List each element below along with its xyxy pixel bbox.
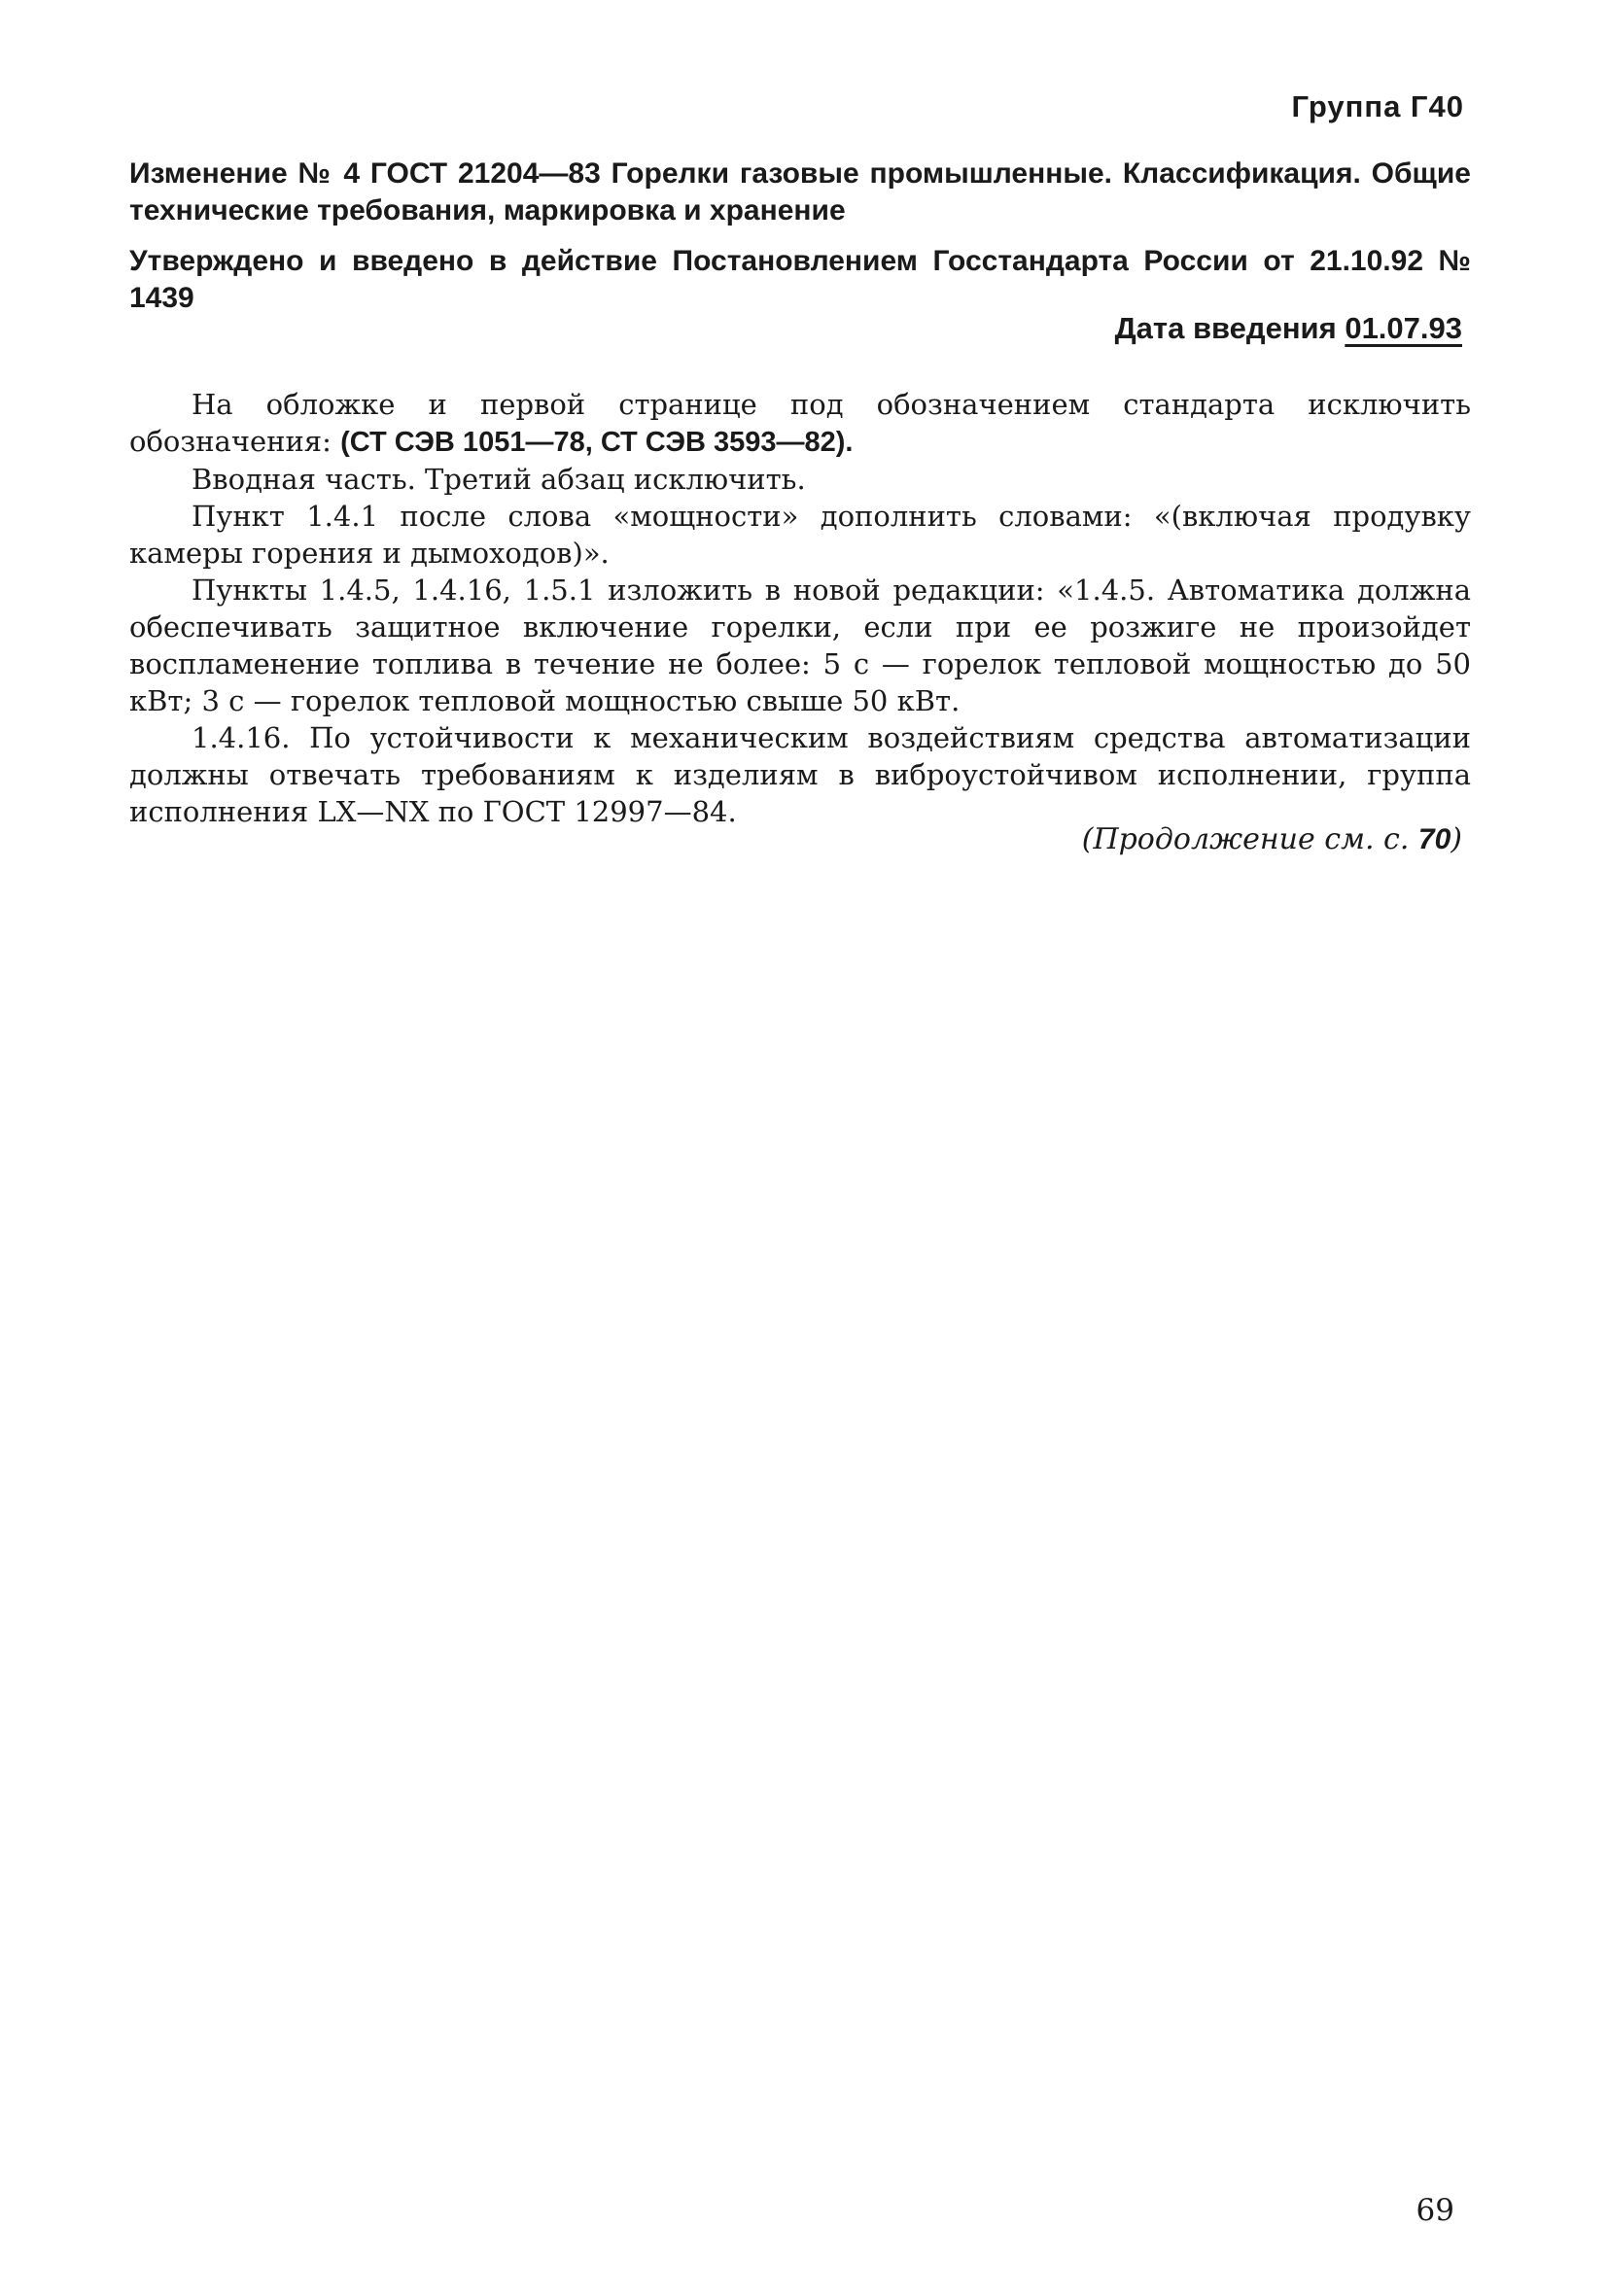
paragraph bbox=[129, 386, 1471, 461]
continuation-close: ) bbox=[1451, 822, 1462, 856]
approval-statement: Утверждено и введено в действие Постановлением Госстандарта России от 21.10.92 № 1439 bbox=[129, 245, 1471, 314]
group-code: Группа Г40 bbox=[1291, 89, 1464, 123]
continuation-page: 70 bbox=[1417, 823, 1451, 855]
continuation-text: (Продолжение см. с. bbox=[1081, 822, 1418, 856]
paragraph-bold-text: (СТ СЭВ 1051—78, СТ СЭВ 3593—82). bbox=[340, 427, 854, 458]
effective-date-value: 01.07.93 bbox=[1345, 311, 1462, 345]
document-body bbox=[129, 386, 1471, 830]
paragraph bbox=[129, 498, 1471, 572]
paragraph bbox=[129, 461, 1471, 498]
page-number: 69 bbox=[1416, 2193, 1454, 2228]
paragraph-text: На обложке и первой странице под обозначением стандарта исключить обозначения: bbox=[129, 388, 1471, 458]
effective-date-label: Дата введения bbox=[1114, 311, 1337, 345]
paragraph-text: 1.4.16. По устойчивости к механическим воздействиям средства автоматизации должны отвечать требованиям к изделиям в виброустойчивом исполнении, группа исполнения LX—NX по ГОСТ 12997—84. bbox=[129, 721, 1471, 828]
paragraph-text: Пункт 1.4.1 после слова «мощности» дополнить словами: «(включая продувку камеры горения и дымоходов)». bbox=[129, 500, 1471, 570]
amendment-title: Изменение № 4 ГОСТ 21204—83 Горелки газовые промышленные. Классификация. Общие технические требования, маркировка и хранение bbox=[129, 157, 1471, 226]
effective-date bbox=[1115, 311, 1462, 346]
continuation-note bbox=[1082, 822, 1462, 856]
paragraph bbox=[129, 719, 1471, 830]
paragraph-text: Вводная часть. Третий абзац исключить. bbox=[192, 463, 806, 496]
paragraph-text: Пункты 1.4.5, 1.4.16, 1.5.1 изложить в новой редакции: «1.4.5. Автоматика должна обеспечивать защитное включение горелки, если при ее розжиге не произойдет воспламенение топлива в течение не более: 5 с — горелок тепловой мощностью до 50 кВт; 3 с — горелок тепловой мощностью свыше 50 кВт. bbox=[129, 574, 1471, 717]
paragraph bbox=[129, 572, 1471, 719]
